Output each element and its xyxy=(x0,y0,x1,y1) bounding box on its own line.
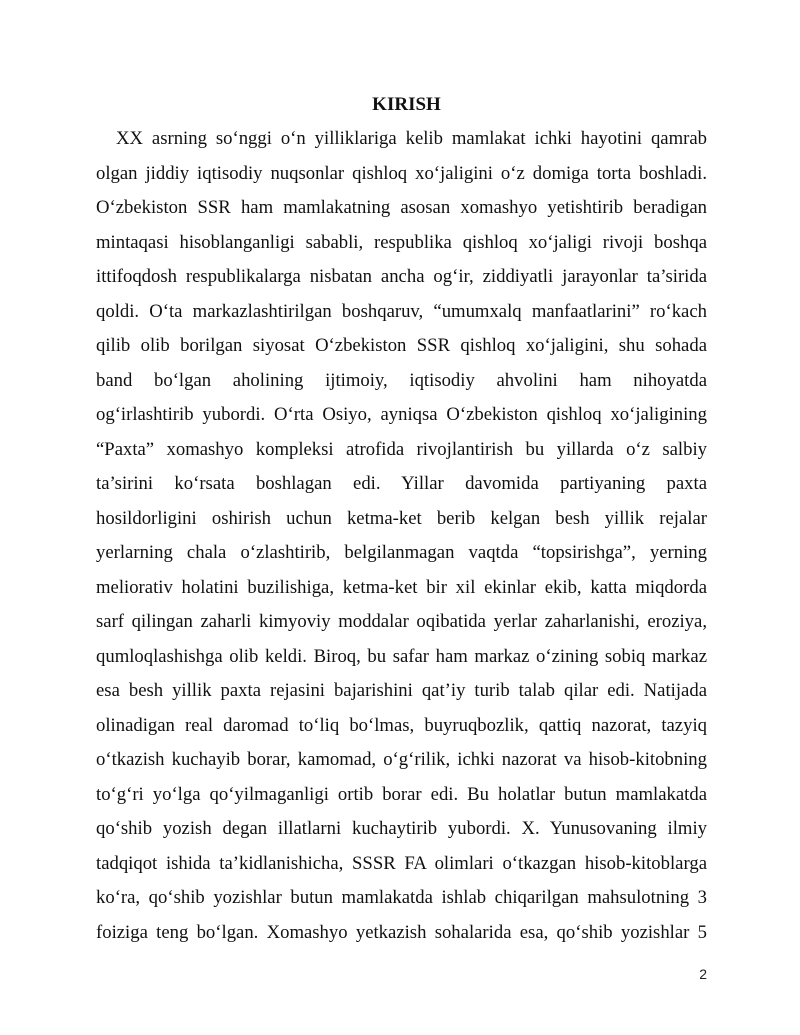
paragraph-line: olinadigan real daromad to‘liq bo‘lmas, buyruqbozlik, qattiq nazorat, tazyiq xyxy=(96,714,707,736)
paragraph-line: olgan jiddiy iqtisodiy nuqsonlar qishloq xo‘jaligini o‘z domiga torta boshladi. xyxy=(96,162,707,184)
paragraph-line: qilib olib borilgan siyosat O‘zbekiston SSR qishloq xo‘jaligini, shu sohada xyxy=(96,335,707,356)
page-number: 2 xyxy=(699,966,707,982)
paragraph-line: qumloqlashishga olib keldi. Biroq, bu safar ham markaz o‘zining sobiq markaz xyxy=(96,645,707,667)
paragraph-line: og‘irlashtirib yubordi. O‘rta Osiyo, ayniqsa O‘zbekiston qishloq xo‘jaligining xyxy=(96,404,707,425)
paragraph-line: XX asrning so‘nggi o‘n yilliklariga kelib mamlakat ichki hayotini qamrab xyxy=(116,128,707,149)
paragraph-line: band bo‘lgan aholining ijtimoiy, iqtisodiy ahvolini ham nihoyatda xyxy=(96,369,707,391)
paragraph-line: qoldi. O‘ta markazlashtirilgan boshqaruv, “umumxalq manfaatlarini” ro‘kach xyxy=(96,300,707,322)
paragraph-line: meliorativ holatini buzilishiga, ketma-ket bir xil ekinlar ekib, katta miqdorda xyxy=(96,576,707,598)
paragraph-line: mintaqasi hisoblanganligi sababli, respublika qishloq xo‘jaligi rivoji boshqa xyxy=(96,231,707,253)
paragraph-line: “Paxta” xomashyo kompleksi atrofida rivojlantirish bu yillarda o‘z salbiy xyxy=(96,438,707,460)
paragraph-line: qo‘shib yozish degan illatlarni kuchaytirib yubordi. X. Yunusovaning ilmiy xyxy=(96,818,707,839)
paragraph-line: yerlarning chala o‘zlashtirib, belgilanmagan vaqtda “topsirishga”, yerning xyxy=(96,542,707,563)
document-page xyxy=(96,88,707,950)
paragraph-line: ittifoqdosh respublikalarga nisbatan ancha og‘ir, ziddiyatli jarayonlar ta’sirida xyxy=(96,266,707,287)
paragraph-line: sarf qilingan zaharli kimyoviy moddalar oqibatida yerlar zaharlanishi, eroziya, xyxy=(96,611,707,632)
paragraph-line: o‘tkazish kuchayib borar, kamomad, o‘g‘rilik, ichki nazorat va hisob-kitobning xyxy=(96,749,707,770)
paragraph-line: ta’sirini ko‘rsata boshlagan edi. Yillar davomida partiyaning paxta xyxy=(96,473,707,494)
paragraph-line: foiziga teng bo‘lgan. Xomashyo yetkazish sohalarida esa, qo‘shib yozishlar 5 xyxy=(96,921,707,943)
paragraph-line: tadqiqot ishida ta’kidlanishicha, SSSR FA olimlari o‘tkazgan hisob-kitoblarga xyxy=(96,852,707,874)
body-paragraph xyxy=(96,122,707,950)
paragraph-line: ko‘ra, qo‘shib yozishlar butun mamlakatda ishlab chiqarilgan mahsulotning 3 xyxy=(96,887,707,908)
paragraph-line: to‘g‘ri yo‘lga qo‘yilmaganligi ortib borar edi. Bu holatlar butun mamlakatda xyxy=(96,783,707,805)
paragraph-line: esa besh yillik paxta rejasini bajarishini qat’iy turib talab qilar edi. Natijada xyxy=(96,680,707,701)
paragraph-line: O‘zbekiston SSR ham mamlakatning asosan xomashyo yetishtirib beradigan xyxy=(96,197,707,218)
paragraph-line: hosildorligini oshirish uchun ketma-ket berib kelgan besh yillik rejalar xyxy=(96,507,707,529)
section-heading: KIRISH xyxy=(372,94,441,115)
